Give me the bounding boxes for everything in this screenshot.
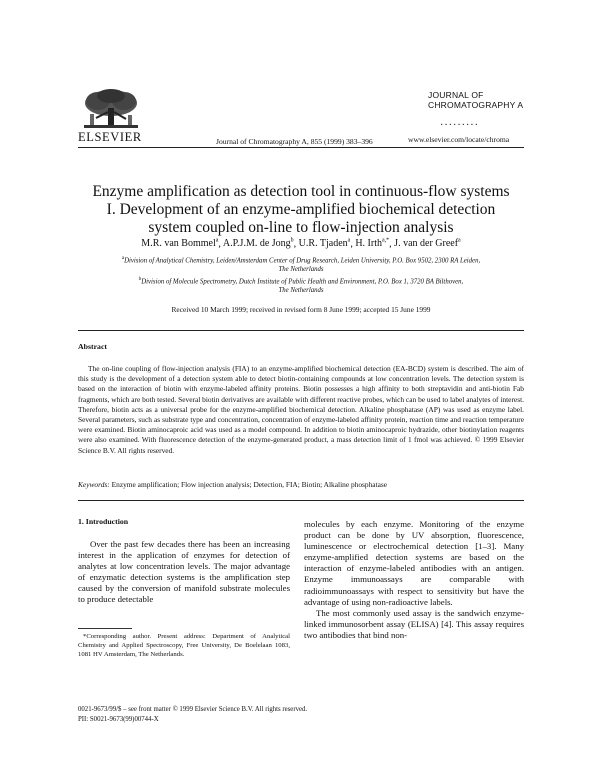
abstract-text: The on-line coupling of flow-injection analysis (FIA) to an enzyme-amplified biochemical detection (EA-BCD) system is described. The aim of this study is the development of a detection system able to detect biotin-containing compounds at low concentration levels. The detection system is based on the interaction of biotin with enzyme-labeled affinity proteins. Biotin possesses a high affinity to both streptavidin and anti-biotin Fab fragments, which are both tested. Several biotin derivatives are available with different reactive probes, which can be used to label analytes of interest. Therefore, biotin acts as a universal probe for the enzyme-amplified biochemical detection. Alkaline phosphatase (AP) was used as enzyme label. Several parameters, such as substrate type and concentration, concentration of enzyme-labeled affinity protein, reaction time and reaction temperature were examined. Biotin aminocaproic acid was used as a model compound. In addition to biotin aminocaproic hydrazide, other biotinylation reagents were also examined. With fluorescence detection of the enzyme-generated product, a mass detection limit of 1 fmol was achieved. © 1999 Elsevier Science B.V. All rights reserved. [78, 364, 524, 455]
section-heading: 1. Introduction [78, 517, 129, 526]
right-column [304, 519, 524, 641]
publisher-name: ELSEVIER [78, 130, 142, 144]
author: J. van der Greef$^a$ [394, 238, 461, 250]
paragraph: molecules by each enzyme. Monitoring of the enzyme product can be done by UV absorption, fluorescence, luminescence or electrochemical detection [1–3]. Many enzyme-amplified detection systems are based on the interaction of enzyme-labeled antibodies with an antigen. Enzyme immunoassays are comparable with radioimmunoassays with respect to sensitivity but have the advantage of using non-radioactive labels. [304, 519, 524, 607]
paragraph: Over the past few decades there has been an increasing interest in the application of enzymes for detection of analytes at low concentration levels. The major advantage of enzymatic detection systems is the amplification step caused by the conversion of manifold substrate molecules to produce detectable [78, 539, 290, 605]
section-rule [78, 500, 524, 501]
journal-title-line: JOURNAL OF [428, 90, 484, 100]
author: H. Irth$^{a,*}$ [355, 238, 390, 250]
footnote: *Corresponding author. Present address: Department of Analytical Chemistry and Applied Spectroscopy, Free University, De Boelelaan 1083, 1081 HV Amsterdam, The Netherlands. [78, 633, 290, 659]
keywords-list: Enzyme amplification; Flow injection analysis; Detection, FIA; Biotin; Alkaline phosphatase [111, 480, 388, 489]
left-column [78, 539, 290, 606]
title-line: I. Development of an enzyme-amplified biochemical detection [106, 201, 496, 218]
author: U.R. Tjaden$^a$ [298, 238, 351, 250]
abstract-heading: Abstract [78, 342, 108, 351]
article-title [60, 183, 542, 237]
journal-title [428, 90, 523, 110]
journal-url: www.elsevier.com/locate/chroma [408, 135, 510, 144]
section-rule [78, 330, 524, 331]
received-dates: Received 10 March 1999; received in revised form 8 June 1999; accepted 15 June 1999 [171, 305, 431, 314]
header-rule [78, 147, 524, 148]
copyright-line: 0021-9673/99/$ – see front matter © 1999 Elsevier Science B.V. All rights reserved. [78, 706, 308, 713]
affiliation-a: $^a$Division of Analytical Chemistry, Leiden/Amsterdam Center of Drug Research, Leiden University, P.O. Box 9502, 2300 RA Leiden, The Netherlands [121, 256, 481, 274]
pii-line: PII: S0021-9673(99)00744-X [78, 716, 159, 723]
journal-citation: Journal of Chromatography A, 855 (1999) 383–396 [216, 137, 373, 146]
elsevier-tree-logo [78, 88, 144, 130]
title-line: system coupled on-line to flow-injection analysis [148, 219, 454, 236]
author-list: M.R. van Bommel$^a$, A.P.J.M. de Jong$^b$, U.R. Tjaden$^a$, H. Irth$^{a,*}$, J. van der Greef$^a$ [141, 238, 461, 250]
author: M.R. van Bommel$^a$ [141, 238, 219, 250]
keywords-label: Keywords: [78, 480, 110, 489]
journal-decoration: ········· [440, 120, 479, 131]
paragraph: The most commonly used assay is the sandwich enzyme-linked immunosorbent assay (ELISA) [4]. This assay requires two antibodies that bind non- [304, 607, 524, 640]
keywords [78, 480, 524, 489]
journal-title-line: CHROMATOGRAPHY A [428, 100, 524, 110]
author: A.P.J.M. de Jong$^b$ [222, 238, 294, 250]
affiliation-b: $^b$Division of Molecule Spectrometry, Dutch Institute of Public Health and Environment, P.O. Box 1, 3720 BA Bilthoven, The Netherlands [138, 277, 464, 295]
footnote-rule [78, 628, 132, 629]
title-line: Enzyme amplification as detection tool in continuous-flow systems [92, 183, 510, 200]
